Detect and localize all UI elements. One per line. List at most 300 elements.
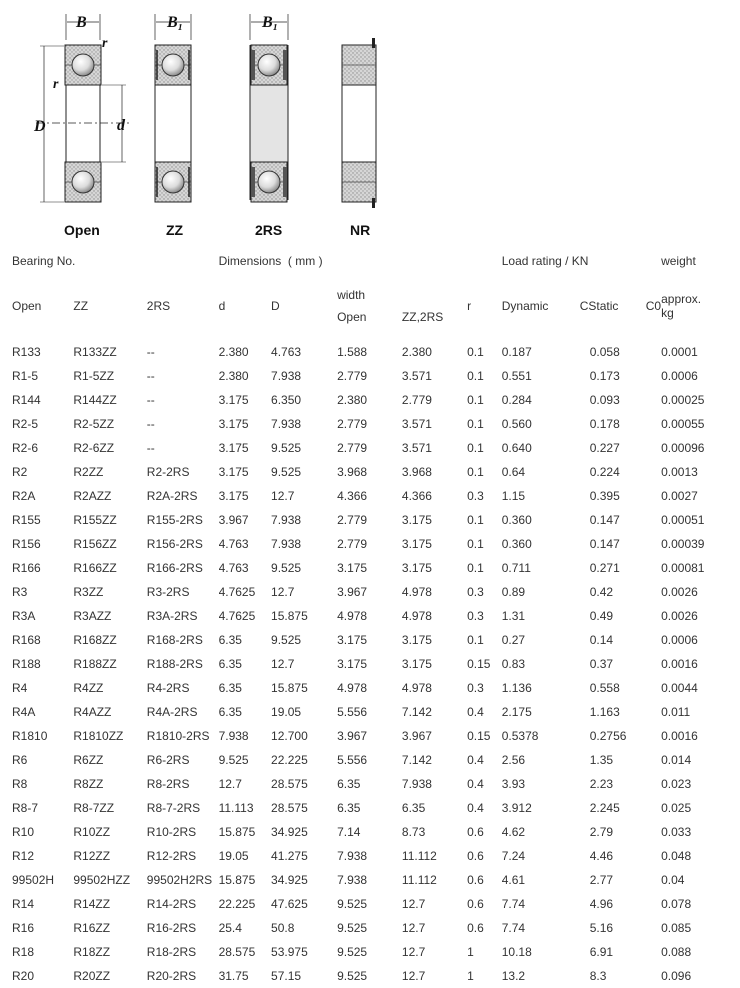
cell-weight: 0.00055 [661,417,705,431]
cell-2rs: R16-2RS [146,921,197,935]
cell-width-zz-2rs: 4.366 [401,489,432,503]
cell-dynamic: 0.560 [501,417,532,431]
cell-d: 22.225 [218,897,256,911]
cell-width-open: 9.525 [337,969,368,983]
table-row [12,460,740,484]
cell-dynamic: 1.15 [501,489,526,503]
caption-2rs: 2RS [255,222,283,238]
cell-D: 12.700 [271,729,308,743]
cell-D: 7.938 [271,537,302,551]
header-open: Open [12,299,42,313]
cell-r: 0.6 [467,873,484,887]
cell-static: 0.37 [589,657,614,671]
cell-static: 4.96 [589,897,614,911]
cell-r: 0.1 [467,441,484,455]
cell-D: 28.575 [271,801,308,815]
label-r-left: r [53,77,59,92]
cell-D: 53.975 [271,945,308,959]
table-row [12,820,740,844]
cell-r: 0.1 [467,633,484,647]
header-width-open: Open [337,310,367,324]
label-D: D [34,118,46,135]
cell-weight: 0.00081 [661,561,705,575]
cell-width-open: 2.779 [337,537,368,551]
header-weight: weight [661,254,696,268]
cell-d: 4.763 [218,537,249,551]
caption-open: Open [64,222,100,238]
cell-2rs: R8-7-2RS [146,801,201,815]
cell-r: 0.6 [467,921,484,935]
table-row [12,796,740,820]
cell-weight: 0.0013 [661,465,698,479]
cell-open: R1810 [12,729,48,743]
cell-width-zz-2rs: 3.967 [401,729,432,743]
cell-dynamic: 0.711 [501,561,531,575]
header-r: r [467,299,472,313]
cell-D: 15.875 [271,681,308,695]
cell-weight: 0.04 [661,873,685,887]
cell-dynamic: 0.284 [501,393,532,407]
cell-weight: 0.00039 [661,537,705,551]
cell-dynamic: 7.74 [501,921,526,935]
cell-d: 7.938 [218,729,249,743]
cell-weight: 0.0016 [661,657,698,671]
cell-open: R3A [12,609,36,623]
cell-width-open: 2.779 [337,369,368,383]
cell-d: 19.05 [218,849,249,863]
cell-2rs: 99502H2RS [146,873,213,887]
cell-d: 3.967 [218,513,249,527]
cell-dynamic: 2.175 [501,705,532,719]
cell-2rs: -- [146,393,155,407]
zz-bearing-drawing [155,14,191,202]
cell-static: 0.224 [589,465,620,479]
bearing-diagram [0,0,420,245]
table-row [12,916,740,940]
cell-width-zz-2rs: 3.175 [401,561,432,575]
cell-weight: 0.0027 [661,489,698,503]
cell-r: 0.3 [467,585,484,599]
cell-width-open: 7.938 [337,873,368,887]
table-row [12,652,740,676]
cell-width-zz-2rs: 4.978 [401,585,432,599]
table-row [12,700,740,724]
cell-weight: 0.088 [661,945,692,959]
header-width [337,272,402,340]
cell-open: R20 [12,969,35,983]
table-row [12,868,740,892]
cell-r: 0.3 [467,609,484,623]
cell-d: 11.113 [218,801,254,815]
cell-open: R155 [12,513,41,527]
cell-open: R8 [12,777,28,791]
cell-dynamic: 0.360 [501,513,532,527]
cell-width-open: 3.175 [337,657,368,671]
cell-zz: R133ZZ [73,345,117,359]
table-row [12,580,740,604]
cell-width-open: 3.968 [337,465,368,479]
cell-static: 0.2756 [589,729,627,743]
cell-dynamic: 0.27 [501,633,526,647]
cell-weight: 0.0016 [661,729,698,743]
bearing-spec-table [12,250,740,988]
cell-D: 22.225 [271,753,308,767]
table-row [12,748,740,772]
cell-width-zz-2rs: 3.571 [401,369,432,383]
cell-zz: R18ZZ [73,945,111,959]
cell-open: R2 [12,465,28,479]
cell-weight: 0.0026 [661,609,698,623]
cell-D: 12.7 [271,585,295,599]
cell-2rs: R10-2RS [146,825,197,839]
cell-width-open: 3.967 [337,729,368,743]
cell-dynamic: 7.74 [501,897,526,911]
caption-nr: NR [350,222,371,238]
cell-dynamic: 1.31 [501,609,526,623]
cell-2rs: R2-2RS [146,465,190,479]
cell-open: R2-5 [12,417,39,431]
cell-static: 0.558 [589,681,620,695]
cell-D: 50.8 [271,921,295,935]
cell-d: 3.175 [218,489,249,503]
header-D-outer: D [271,299,280,313]
cell-static: 0.49 [589,609,614,623]
cell-width-open: 5.556 [337,753,368,767]
cell-zz: R16ZZ [73,921,111,935]
cell-d: 4.7625 [218,585,256,599]
cell-width-open: 3.175 [337,633,368,647]
cell-D: 9.525 [271,465,302,479]
cell-2rs: R14-2RS [146,897,197,911]
cell-open: R12 [12,849,35,863]
cell-static: 2.23 [589,777,614,791]
cell-zz: R14ZZ [73,897,111,911]
table-row [12,532,740,556]
cell-width-zz-2rs: 7.938 [401,777,432,791]
cell-weight: 0.0006 [661,369,698,383]
cell-width-zz-2rs: 3.968 [401,465,432,479]
cell-2rs: R3-2RS [146,585,190,599]
cell-weight: 0.085 [661,921,692,935]
cell-width-zz-2rs: 11.112 [401,849,437,863]
cell-D: 57.15 [271,969,302,983]
table-row [12,340,740,364]
cell-static: 1.163 [589,705,620,719]
cell-zz: R3AZZ [73,609,112,623]
cell-static: 0.395 [589,489,620,503]
cell-zz: R188ZZ [73,657,117,671]
cell-d: 9.525 [218,753,249,767]
cell-static: 0.178 [589,417,620,431]
cell-width-zz-2rs: 12.7 [401,945,426,959]
header-width-label: width [337,288,366,302]
cell-width-open: 4.978 [337,609,368,623]
cell-d: 15.875 [218,873,256,887]
cell-r: 0.15 [467,657,491,671]
cell-width-zz-2rs: 7.142 [401,753,432,767]
cell-zz: R2-5ZZ [73,417,115,431]
cell-r: 0.1 [467,417,484,431]
caption-zz: ZZ [166,222,184,238]
cell-r: 0.1 [467,561,484,575]
cell-width-open: 9.525 [337,921,368,935]
cell-D: 19.05 [271,705,302,719]
cell-width-zz-2rs: 12.7 [401,897,426,911]
table-row [12,508,740,532]
cell-zz: R1810ZZ [73,729,124,743]
cell-r: 0.1 [467,513,484,527]
cell-d: 15.875 [218,825,256,839]
cell-dynamic: 13.2 [501,969,526,983]
cell-2rs: R20-2RS [146,969,197,983]
cell-2rs: R18-2RS [146,945,197,959]
header-zz: ZZ [73,299,89,313]
cell-width-zz-2rs: 3.571 [401,417,432,431]
cell-weight: 0.011 [661,705,691,719]
header-approx: approx. [661,292,702,306]
2rs-bearing-drawing [250,14,288,202]
cell-D: 9.525 [271,561,302,575]
cell-D: 7.938 [271,417,302,431]
cell-D: 47.625 [271,897,308,911]
cell-open: 99502H [12,873,55,887]
table-header-row-2 [12,272,740,340]
cell-static: 6.91 [589,945,614,959]
cell-zz: R3ZZ [73,585,104,599]
cell-dynamic: 0.64 [501,465,526,479]
cell-dynamic: 4.61 [501,873,526,887]
header-dynamic: Dynamic [501,299,549,313]
cell-dynamic: 0.187 [501,345,532,359]
cell-width-open: 2.779 [337,513,368,527]
cell-2rs: R3A-2RS [146,609,198,623]
table-row [12,628,740,652]
cell-width-zz-2rs: 3.175 [401,657,432,671]
cell-2rs: R166-2RS [146,561,203,575]
cell-open: R2A [12,489,36,503]
cell-2rs: -- [146,369,155,383]
cell-dynamic: 0.360 [501,537,532,551]
cell-d: 31.75 [218,969,249,983]
cell-zz: R8-7ZZ [73,801,115,815]
table-row [12,364,740,388]
open-bearing-drawing [36,14,130,202]
cell-r: 1 [467,969,474,983]
cell-r: 0.1 [467,345,484,359]
cell-r: 0.1 [467,537,484,551]
cell-r: 0.1 [467,369,484,383]
header-d-inner: d [218,299,226,313]
cell-width-zz-2rs: 2.380 [401,345,432,359]
table-row [12,964,740,988]
header-dimensions: Dimensions ( mm ) [218,254,323,268]
label-B1-zz: B₁ [167,14,184,31]
cell-width-zz-2rs: 3.175 [401,513,432,527]
cell-2rs: R155-2RS [146,513,203,527]
cell-open: R166 [12,561,41,575]
cell-width-zz-2rs: 7.142 [401,705,432,719]
cell-open: R133 [12,345,41,359]
cell-zz: R1-5ZZ [73,369,115,383]
cell-d: 4.763 [218,561,249,575]
cell-D: 4.763 [271,345,302,359]
cell-weight: 0.00096 [661,441,705,455]
header-c0: C0 [645,299,662,313]
cell-weight: 0.025 [661,801,692,815]
cell-2rs: R12-2RS [146,849,197,863]
cell-d: 2.380 [218,345,249,359]
cell-static: 0.147 [589,513,620,527]
cell-open: R144 [12,393,41,407]
cell-zz: R4ZZ [73,681,104,695]
cell-width-zz-2rs: 4.978 [401,609,432,623]
cell-d: 6.35 [218,657,242,671]
cell-2rs: R4A-2RS [146,705,198,719]
header-static-cell [580,272,661,340]
cell-2rs: -- [146,441,155,455]
cell-dynamic: 3.912 [501,801,532,815]
cell-d: 2.380 [218,369,249,383]
table-row [12,388,740,412]
cell-dynamic: 0.5378 [501,729,539,743]
header-width-zz-2rs: ZZ,2RS [401,310,444,324]
cell-r: 0.1 [467,465,484,479]
cell-weight: 0.048 [661,849,692,863]
cell-dynamic: 0.640 [501,441,532,455]
cell-zz: R168ZZ [73,633,117,647]
cell-width-open: 1.588 [337,345,368,359]
label-r-top: r [102,36,108,51]
cell-dynamic: 0.89 [501,585,526,599]
cell-width-open: 9.525 [337,897,368,911]
header-cstatic: CStatic [579,299,619,313]
cell-2rs: R1810-2RS [146,729,210,743]
cell-d: 12.7 [218,777,242,791]
cell-width-open: 7.938 [337,849,368,863]
cell-zz: R2-6ZZ [73,441,115,455]
cell-width-open: 2.779 [337,441,368,455]
cell-zz: R8ZZ [73,777,104,791]
cell-zz: R20ZZ [73,969,111,983]
cell-open: R18 [12,945,35,959]
cell-d: 28.575 [218,945,256,959]
cell-width-zz-2rs: 8.73 [401,825,426,839]
cell-r: 0.1 [467,393,484,407]
cell-d: 3.175 [218,465,249,479]
cell-width-zz-2rs: 11.112 [401,873,437,887]
cell-static: 0.147 [589,537,620,551]
cell-dynamic: 7.24 [501,849,526,863]
cell-D: 9.525 [271,633,302,647]
cell-zz: R166ZZ [73,561,117,575]
cell-zz: R2AZZ [73,489,112,503]
cell-open: R6 [12,753,28,767]
cell-open: R156 [12,537,41,551]
cell-open: R10 [12,825,35,839]
cell-static: 0.42 [589,585,614,599]
table-row [12,772,740,796]
header-kg: kg [661,306,674,320]
cell-2rs: R4-2RS [146,681,190,695]
cell-D: 34.925 [271,825,308,839]
table-row [12,676,740,700]
cell-weight: 0.0026 [661,585,698,599]
cell-static: 0.058 [589,345,620,359]
cell-weight: 0.0044 [661,681,698,695]
cell-zz: R144ZZ [73,393,117,407]
cell-static: 2.77 [589,873,614,887]
cell-width-zz-2rs: 3.175 [401,537,432,551]
label-B1-2rs: B₁ [262,14,279,31]
cell-D: 15.875 [271,609,308,623]
cell-open: R4 [12,681,28,695]
cell-zz: R155ZZ [73,513,117,527]
cell-static: 0.271 [589,561,620,575]
cell-zz: R6ZZ [73,753,104,767]
cell-width-zz-2rs: 12.7 [401,969,426,983]
cell-weight: 0.078 [661,897,692,911]
label-B: B [76,14,87,31]
cell-static: 0.14 [589,633,614,647]
cell-r: 0.3 [467,489,484,503]
table-row [12,844,740,868]
cell-2rs: R188-2RS [146,657,203,671]
cell-width-open: 2.779 [337,417,368,431]
cell-d: 6.35 [218,633,242,647]
cell-r: 0.6 [467,849,484,863]
cell-dynamic: 10.18 [501,945,532,959]
cell-open: R3 [12,585,28,599]
cell-d: 3.175 [218,441,249,455]
cell-D: 28.575 [271,777,308,791]
table-body [12,340,740,988]
cell-open: R16 [12,921,35,935]
cell-D: 12.7 [271,489,295,503]
cell-open: R8-7 [12,801,39,815]
cell-weight: 0.014 [661,753,692,767]
cell-d: 6.35 [218,681,242,695]
cell-weight: 0.0006 [661,633,698,647]
cell-2rs: R156-2RS [146,537,203,551]
table-row [12,940,740,964]
cell-width-open: 3.175 [337,561,368,575]
cell-width-zz-2rs: 12.7 [401,921,426,935]
header-load-rating: Load rating / KN [501,254,589,268]
cell-d: 4.7625 [218,609,256,623]
table-row [12,484,740,508]
cell-r: 0.6 [467,897,484,911]
label-d: d [117,117,125,134]
table-row [12,436,740,460]
cell-weight: 0.023 [661,777,692,791]
table-row [12,724,740,748]
cell-open: R1-5 [12,369,39,383]
cell-width-open: 5.556 [337,705,368,719]
cell-D: 7.938 [271,513,302,527]
cell-2rs: -- [146,345,155,359]
nr-bearing-drawing [342,38,376,208]
cell-zz: R10ZZ [73,825,111,839]
table-row [12,556,740,580]
cell-d: 3.175 [218,417,249,431]
cell-open: R14 [12,897,35,911]
cell-open: R168 [12,633,41,647]
cell-static: 4.46 [589,849,614,863]
cell-width-zz-2rs: 3.175 [401,633,432,647]
cell-D: 41.275 [271,849,308,863]
table-row [12,412,740,436]
cell-D: 34.925 [271,873,308,887]
